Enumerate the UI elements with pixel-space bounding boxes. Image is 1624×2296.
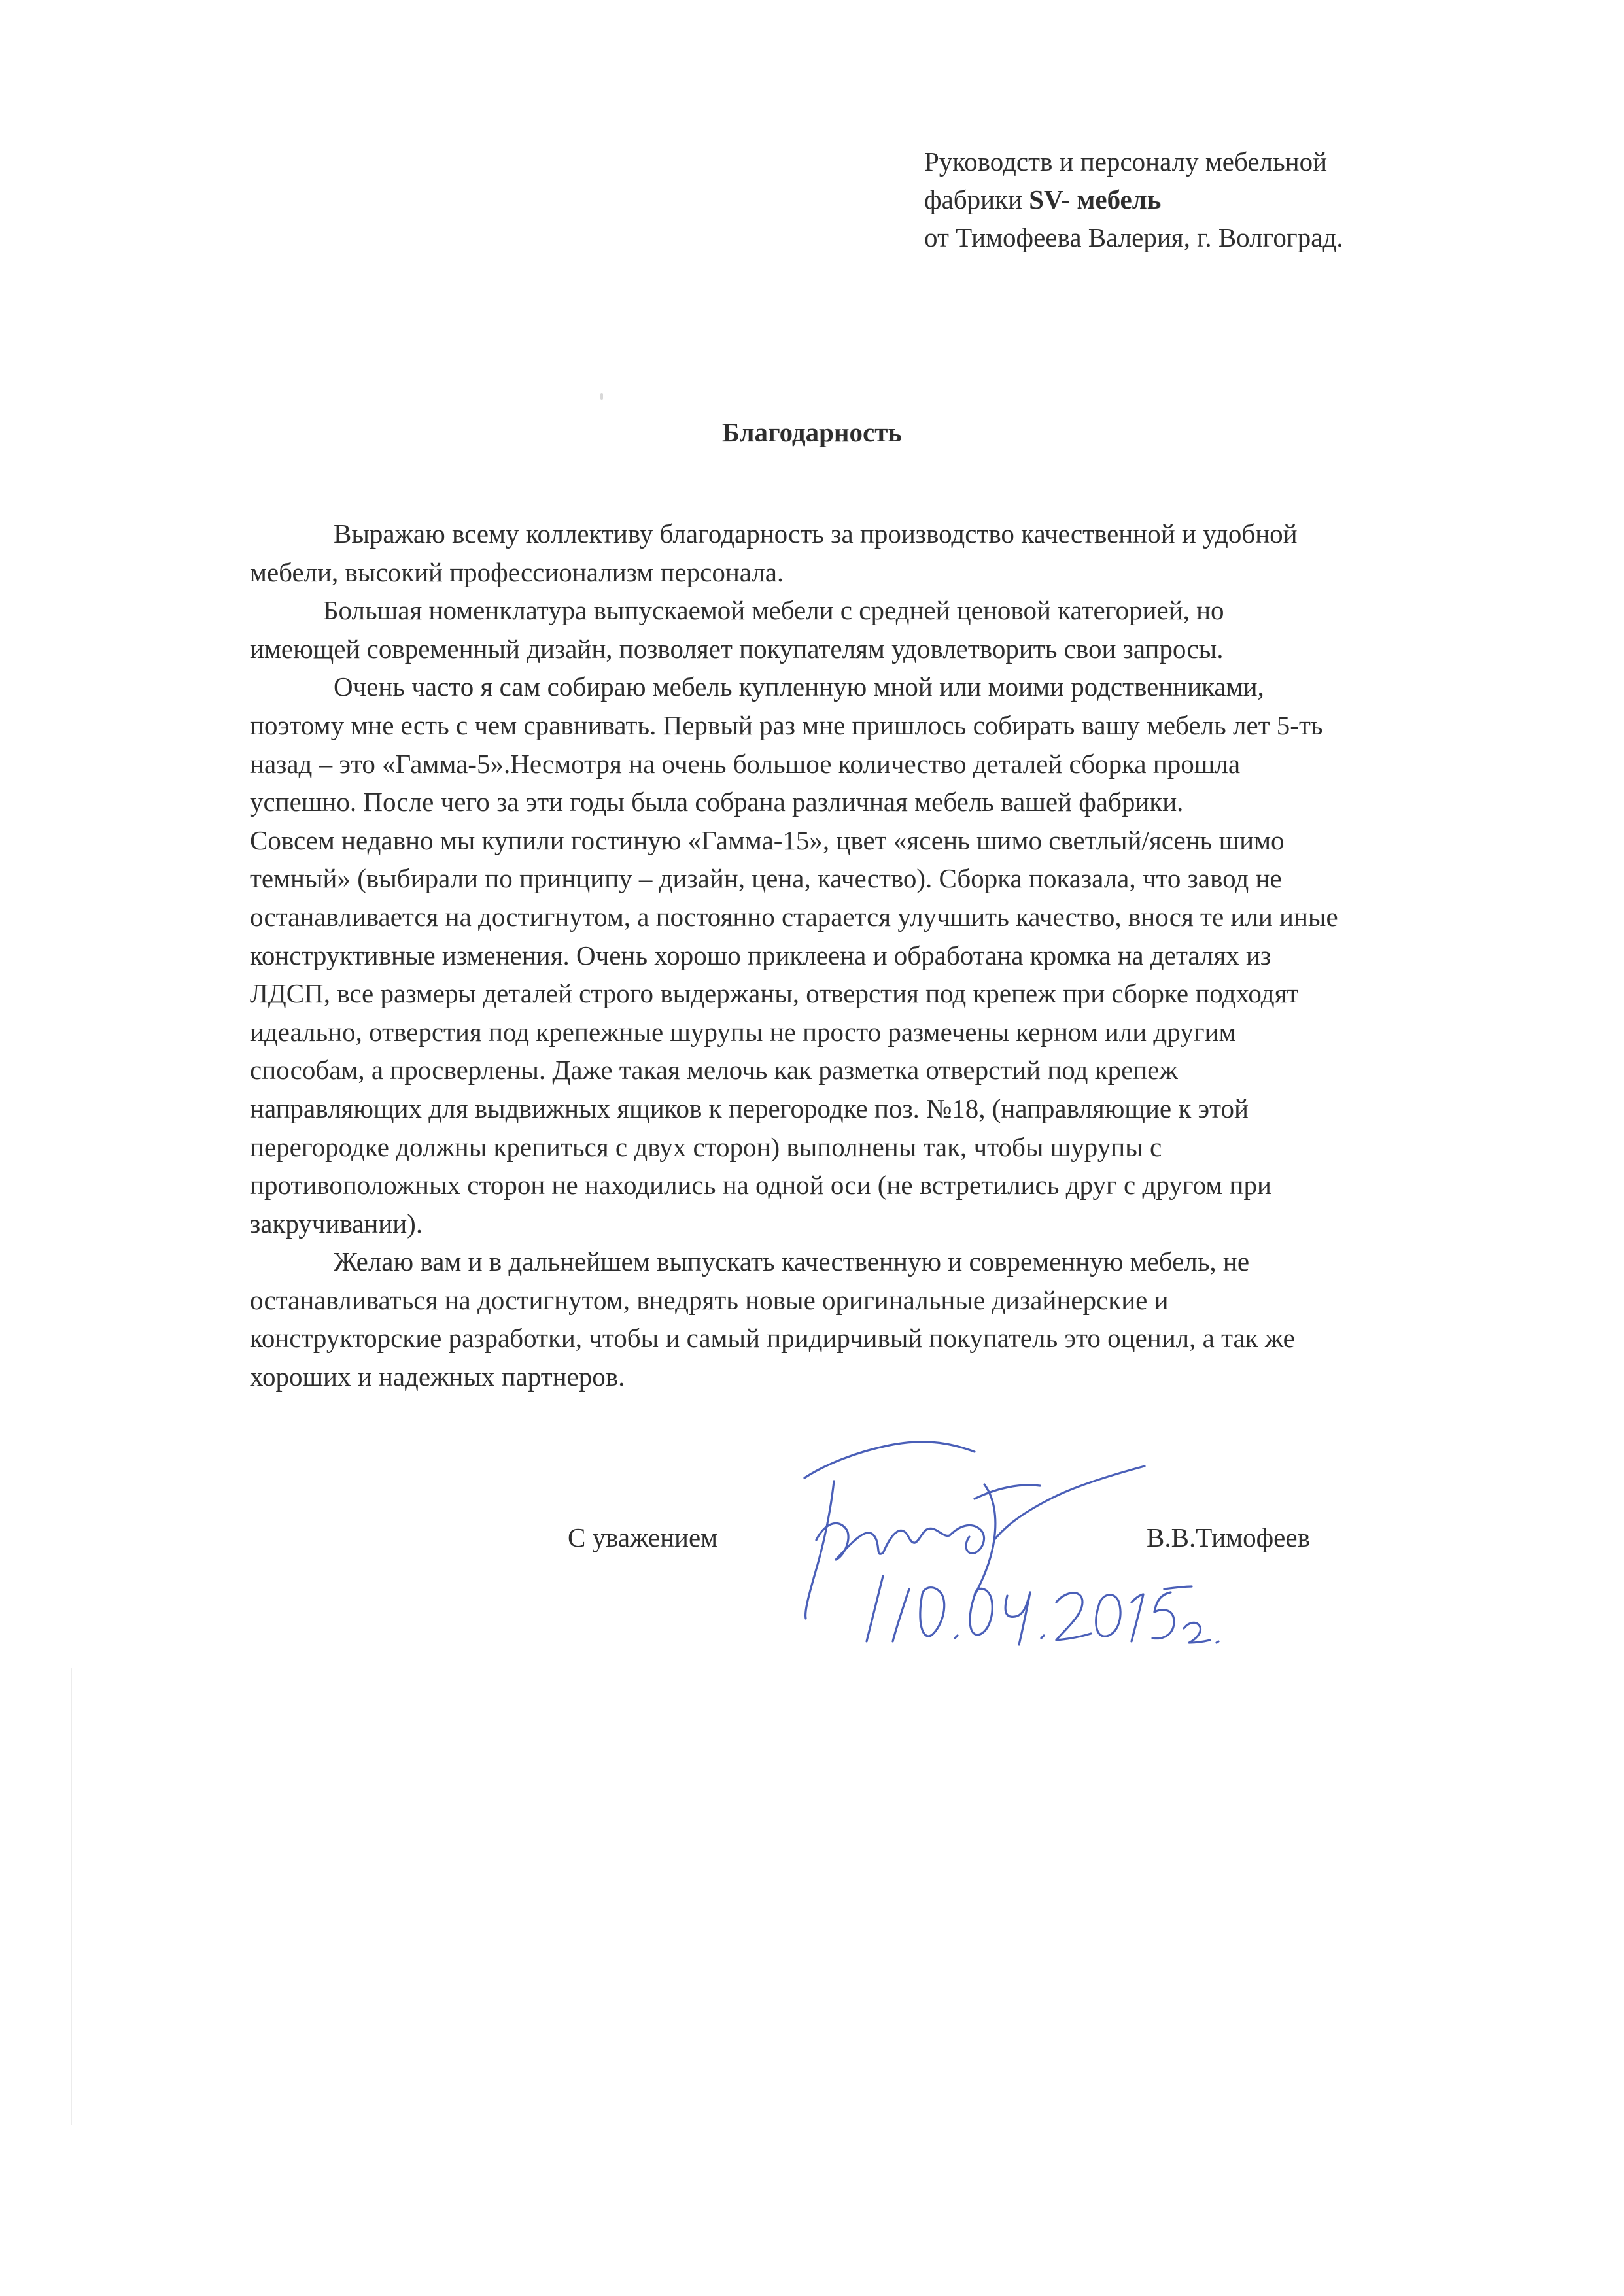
recipient-line-2-prefix: фабрики [924,184,1029,214]
signer-name: В.В.Тимофеев [1147,1522,1310,1552]
body-line: темный» (выбирали по принципу – дизайн, цена, качество). Сборка показала, что завод не [250,863,1282,894]
body-line: останавливаться на достигнутом, внедрять новые оригинальные дизайнерские и [250,1284,1169,1315]
body-line: имеющей современный дизайн, позволяет покупателям удовлетворить свои запросы. [250,633,1224,664]
company-name: SV- мебель [1029,184,1162,214]
scan-speck [600,393,603,400]
body-line: мебели, высокий профессионализм персонала. [250,557,784,587]
body-line: направляющих для выдвижных ящиков к перегородке поз. №18, (направляющие к этой [250,1093,1249,1123]
body-line: успешно. После чего за эти годы была собрана различная мебель вашей фабрики. [250,787,1184,817]
body-line: останавливается на достигнутом, а постоянно старается улучшить качество, внося те или иные [250,901,1338,932]
letter-body [250,515,1414,1396]
body-line: Очень часто я сам собираю мебель купленную мной или моими родственниками, [334,672,1264,702]
body-line: перегородке должны крепиться с двух сторон) выполнены так, чтобы шурупы с [250,1131,1162,1162]
closing-phrase: С уважением [568,1522,718,1552]
body-line: Совсем недавно мы купили гостиную «Гамма-15», цвет «ясень шимо светлый/ясень шимо [250,825,1285,855]
recipient-line-3: от Тимофеева Валерия, г. Волгоград. [924,222,1343,252]
body-line: ЛДСП, все размеры деталей строго выдержаны, отверстия под крепеж при сборке подходят [250,978,1299,1009]
body-line: Желаю вам и в дальнейшем выпускать качественную и современную мебель, не [334,1246,1250,1277]
body-line: хороших и надежных партнеров. [250,1362,625,1392]
body-line: Выражаю всему коллективу благодарность за производство качественной и удобной [334,519,1298,549]
recipient-line-2 [924,180,1513,218]
body-line: конструктивные изменения. Очень хорошо приклеена и обработана кромка на деталях из [250,940,1271,970]
handwritten-signature-and-date [778,1426,1236,1661]
body-line: закручивании). [250,1208,423,1239]
recipient-line-1: Руководств и персоналу мебельной [924,146,1328,177]
body-line: противоположных сторон не находились на одной оси (не встретились друг с другом при [250,1170,1271,1201]
recipient-block [924,143,1513,256]
body-line: идеально, отверстия под крепежные шурупы не просто размечены керном или другим [250,1016,1236,1047]
letter-title: Благодарность [721,417,903,447]
signature-strokes [804,1442,1218,1645]
body-line: способам, а просверлены. Даже такая мелочь как разметка отверстий под крепеж [250,1055,1178,1086]
scan-edge-mark [71,1668,72,2125]
body-line: Большая номенклатура выпускаемой мебели с средней ценовой категорией, но [323,595,1224,626]
body-line: назад – это «Гамма-5».Несмотря на очень большое количество деталей сборка прошла [250,748,1241,779]
body-line: поэтому мне есть с чем сравнивать. Первый раз мне пришлось собирать вашу мебель лет 5-ть [250,710,1323,740]
body-line: конструкторские разработки, чтобы и самый придирчивый покупатель это оценил, а так же [250,1323,1295,1354]
